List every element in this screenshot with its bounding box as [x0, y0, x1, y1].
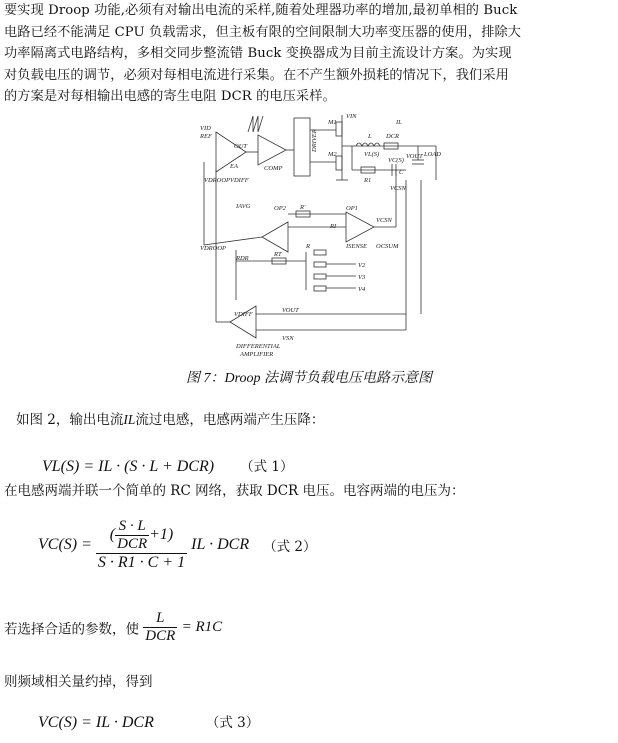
paragraph-3: 在电感两端并联一个简单的 RC 网络，获取 DCR 电压。电容两端的电压为：	[4, 483, 465, 499]
eq2-inner-den: DCR	[117, 536, 148, 552]
op1-shape	[346, 212, 374, 242]
label-iavg: IAVG	[236, 203, 251, 210]
label-il: IL	[396, 119, 402, 126]
label-rprime: R'	[300, 204, 306, 211]
eq2-plus-one: +1	[149, 526, 168, 544]
eq2-inner-fraction	[115, 518, 149, 553]
paragraph-2	[16, 408, 324, 428]
label-vcsn: VCSN	[390, 185, 406, 192]
label-vsn: VSN	[282, 335, 294, 342]
label-diff-amp-1: DIFFERENTIAL	[236, 343, 281, 350]
label-vin: VIN	[346, 113, 357, 120]
intro-paragraph	[4, 0, 612, 108]
inductor	[356, 143, 380, 146]
label-ri: RI	[330, 223, 337, 230]
eq2-inner-num: S · L	[115, 518, 149, 536]
label-r: R	[306, 243, 310, 250]
label-m2: M2	[328, 151, 337, 158]
ramp-wave	[248, 116, 263, 132]
p4-frac-num: L	[143, 610, 177, 628]
label-driver: DRIVER	[311, 129, 318, 152]
equation-3	[38, 711, 259, 732]
eq2-label: （式 2）	[263, 539, 317, 555]
eq2-lhs: VC(S) =	[38, 536, 92, 553]
label-load: LOAD	[424, 151, 441, 158]
label-out: OUT	[234, 143, 248, 150]
label-vl: VL(S)	[364, 151, 380, 158]
mosfet-m2	[336, 156, 342, 170]
p2-text: 如图 2，输出电流	[16, 412, 124, 428]
eq2-rhs: IL · DCR	[191, 536, 250, 553]
eq3-expr: VC(S) = IL · DCR	[38, 714, 154, 731]
figure-caption: 图 7：Droop 法调节负载电压电路示意图	[185, 371, 433, 386]
op2-shape	[262, 222, 288, 252]
label-op2: OP2	[274, 205, 286, 212]
p4-text: 若选择合适的参数，使	[4, 621, 139, 638]
intro-line-2: 电路已经不能满足 CPU 负载需求，但主板有限的空间限制大功率变压器的使用，排除大	[4, 24, 522, 40]
label-comp: COMP	[264, 165, 283, 172]
label-ea: EA	[230, 163, 238, 170]
p4-eq: = R1C	[181, 619, 223, 635]
label-vout2: VOUT	[282, 307, 299, 314]
p2-var: IL	[123, 412, 136, 427]
equation-2	[38, 518, 316, 572]
label-m1: M1	[328, 119, 337, 126]
p2-end: 流过电感，电感两端产生压降：	[135, 412, 325, 428]
label-v2: V2	[358, 262, 366, 269]
label-vc: VC(S)	[388, 157, 404, 164]
label-dcr: DCR	[386, 133, 399, 140]
label-rt: RT	[274, 251, 282, 258]
label-vdiff2: VDIFF	[234, 311, 253, 318]
label-rdr: RDR	[236, 255, 249, 262]
label-c: C	[399, 169, 404, 176]
droop-circuit-diagram	[196, 110, 446, 362]
comp-opamp-shape	[258, 135, 286, 165]
paragraph-4	[4, 610, 222, 645]
equation-1	[42, 455, 294, 476]
label-v3: V3	[358, 274, 366, 281]
eq2-numerator: ( $\frac{S \cdot L}{\text{DCR}}$ +1)	[96, 518, 187, 554]
label-vdroop-ea: VDROOP	[204, 177, 230, 184]
label-diff-amp-2: AMPLIFIER	[240, 351, 274, 358]
paragraph-5: 则频域相关量约掉，得到	[4, 674, 153, 690]
eq3-label: （式 3）	[205, 715, 260, 731]
eq1-expr: VL(S) = IL · (S · L + DCR)	[42, 458, 215, 475]
label-vdiff: VDIFF	[230, 177, 249, 184]
label-v4: V4	[358, 286, 366, 293]
label-ocsum: OCSUM	[376, 243, 399, 250]
intro-line-5: 的方案是对每相输出电感的寄生电阻 DCR 的电压采样。	[4, 89, 336, 104]
intro-line-3: 功率隔离式电路结构，多相交同步整流错 Buck 变换器成为目前主流设计方案。为实现	[4, 46, 512, 61]
label-vcsn2: VCSN	[376, 217, 392, 224]
label-vdroop: VDROOP	[200, 245, 226, 252]
label-op1: OP1	[346, 205, 358, 212]
eq2-denominator: S · R1 · C + 1	[97, 554, 186, 571]
intro-line-1: 要实现 Droop 功能,必须有对输出电流的采样,随着处理器功率的增加,最初单相的 Buck	[4, 3, 518, 18]
mosfet-m1	[336, 122, 342, 136]
label-vid: VID	[200, 125, 211, 132]
driver-box	[294, 118, 310, 176]
eq2-fraction	[96, 518, 187, 572]
label-ref: REF	[200, 133, 212, 140]
label-r1: R1	[364, 177, 372, 184]
p4-frac-den: DCR	[145, 628, 176, 644]
label-isense: ISENSE	[346, 243, 367, 250]
intro-line-4: 对负载电压的调节，必须对每相电流进行采集。在不产生额外损耗的情况下，我们采用	[4, 67, 509, 83]
label-vout: VOUT	[406, 153, 423, 160]
eq1-label: （式 1）	[240, 459, 294, 475]
p4-fraction	[143, 610, 177, 645]
label-l: L	[368, 133, 372, 140]
